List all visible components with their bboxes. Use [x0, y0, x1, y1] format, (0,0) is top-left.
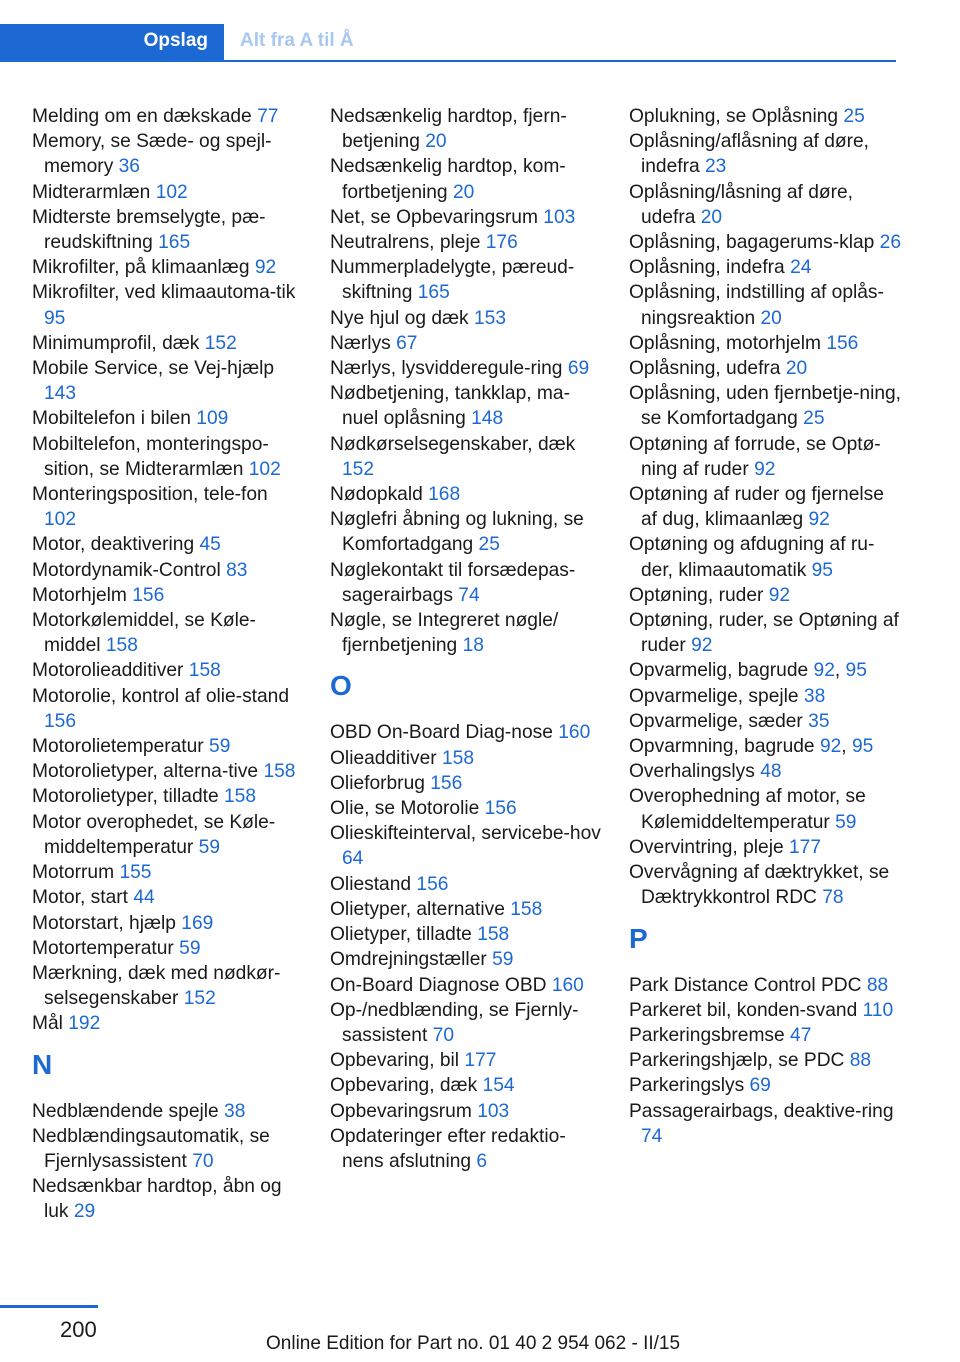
index-entry	[629, 280, 901, 330]
index-letter-heading: N	[32, 1048, 53, 1080]
index-entry-text: Olie, se Motorolie	[330, 798, 480, 820]
index-entry-text: Motorkølemiddel, se Køle-middel	[32, 610, 256, 657]
index-entry-text: Mobiltelefon i bilen	[32, 408, 191, 430]
index-entry-text: Motorhjelm	[32, 584, 127, 606]
index-entry-text: Overvågning af dæktrykket, se Dæktrykkontrol RDC	[629, 862, 890, 909]
index-entry-text: Motorstart, hjælp	[32, 912, 176, 934]
index-entry	[629, 482, 901, 532]
index-entry-text: Melding om en dækskade	[32, 106, 252, 127]
index-entry	[330, 897, 602, 922]
index-entry-text: Mikrofilter, ved klimaautoma-tik	[32, 282, 296, 304]
page-link[interactable]: 25	[843, 106, 865, 127]
index-entry-text: Motordynamik-Control	[32, 559, 221, 581]
page-link[interactable]: 70	[192, 1150, 214, 1172]
index-entry-text: Opvarmelige, sæder	[629, 710, 803, 732]
page-link[interactable]: 143	[44, 383, 77, 405]
index-entry	[32, 482, 304, 532]
index-entry-text: Nedsænkelig hardtop, fjern-betjening	[330, 106, 567, 153]
index-entry	[330, 720, 602, 745]
index-entry-text: Opbevaring, bil	[330, 1050, 460, 1072]
index-entry	[629, 1073, 901, 1098]
index-entry	[629, 1048, 901, 1073]
page-link[interactable]: 158	[223, 786, 256, 808]
index-entry	[330, 381, 602, 431]
index-entry-text: Motor, deaktivering	[32, 534, 195, 556]
page-link[interactable]: 102	[155, 181, 188, 203]
page-link[interactable]: 59	[492, 949, 514, 971]
page-link[interactable]: 6	[476, 1150, 488, 1172]
index-entry	[330, 746, 602, 771]
index-entry-text: Minimumprofil, dæk	[32, 332, 200, 354]
page-link[interactable]: 59	[179, 937, 201, 959]
page-link[interactable]: 158	[188, 660, 221, 682]
index-entry-text: Oplåsning, indefra	[629, 257, 785, 279]
index-entry-text: Motorolietemperatur	[32, 736, 204, 758]
index-entry	[629, 583, 901, 608]
index-entry	[32, 911, 304, 936]
index-entry	[629, 356, 901, 381]
index-entry	[629, 331, 901, 356]
index-entry	[32, 961, 304, 1011]
index-entry	[629, 129, 901, 179]
page-link[interactable]: 92	[754, 458, 776, 480]
page-link[interactable]: 18	[462, 635, 484, 657]
page-link[interactable]: 59	[835, 811, 857, 833]
index-entry	[32, 608, 304, 658]
index-entry	[32, 810, 304, 860]
index-entry-text: Oplukning, se Oplåsning	[629, 106, 839, 127]
index-entry	[629, 381, 901, 431]
index-entry	[330, 1048, 602, 1073]
page-link[interactable]: 25	[478, 534, 500, 556]
page-link[interactable]: 156	[484, 798, 517, 820]
index-entry-text: Midterste bremselygte, pæ-reudskiftning	[32, 206, 266, 254]
index-entry-text: Oplåsning/låsning af døre, udefra	[629, 181, 853, 228]
page-link[interactable]: 36	[118, 156, 140, 178]
index-entry	[330, 205, 602, 230]
page-number: 200	[60, 1317, 97, 1342]
index-entry-text: Nødkørselsegenskaber, dæk	[330, 433, 576, 455]
page-link[interactable]: 103	[543, 206, 576, 228]
index-entry-text: Nedsænkelig hardtop, kom-fortbetjening	[330, 156, 566, 203]
edition-note: Online Edition for Part no. 01 40 2 954 062 - II/15	[266, 1333, 681, 1354]
index-entry	[330, 558, 602, 608]
index-entry-text: Optøning, ruder, se Optøning af ruder	[629, 610, 899, 657]
index-entry	[32, 734, 304, 759]
index-entry	[330, 771, 602, 796]
index-entry-text: Nedblændende spejle	[32, 1100, 219, 1122]
page-link[interactable]: 156	[44, 710, 77, 732]
page-link[interactable]: 92	[691, 635, 713, 657]
tab-opslag[interactable]	[0, 24, 224, 62]
index-entry-text: Nummerpladelygte, pæreud-skiftning	[330, 257, 575, 304]
index-entry-text: Nærlys, lysvidderegule-ring	[330, 358, 563, 380]
index-entry	[629, 860, 901, 910]
page-link[interactable]: 48	[760, 761, 782, 783]
index-entry	[330, 255, 602, 305]
index-entry-text: Motorolieadditiver	[32, 660, 184, 682]
index-entry	[32, 936, 304, 961]
page-link[interactable]: 177	[464, 1050, 497, 1072]
tab-opslag-label: Opslag	[143, 30, 208, 51]
page-link[interactable]: 20	[760, 307, 782, 329]
index-entry	[629, 104, 901, 129]
page-link[interactable]: 20	[452, 181, 475, 203]
index-entry-text: Motor overophedet, se Køle-middeltemperatur	[32, 811, 276, 858]
index-entry	[32, 406, 304, 431]
page-link[interactable]: 45	[199, 534, 221, 556]
page-link[interactable]: 20	[700, 206, 723, 228]
index-entry	[629, 684, 901, 709]
index-entry-text: Parkeret bil, konden-svand	[629, 999, 858, 1021]
page-link[interactable]: 160	[551, 974, 584, 996]
page-link[interactable]: 103	[477, 1100, 510, 1122]
index-entry-text: Nærlys	[330, 332, 391, 354]
index-entry-text: Op-/nedblænding, se Fjernly-sassistent	[330, 999, 579, 1046]
index-entry: Opvarmelig, bagrude 92, 95	[629, 660, 867, 682]
index-entry-text: Optøning, ruder	[629, 584, 764, 606]
index-entry	[32, 280, 304, 330]
page-link[interactable]: 152	[204, 332, 237, 354]
index-entry	[330, 1099, 602, 1124]
page-link[interactable]: 92	[768, 584, 791, 606]
page-link[interactable]: 70	[432, 1024, 455, 1046]
index-entry	[629, 784, 901, 834]
index-entry	[330, 432, 602, 482]
page-link[interactable]: 44	[133, 887, 155, 909]
index-entry	[629, 255, 901, 280]
page-link[interactable]: 152	[342, 458, 375, 480]
index-entry-text: Mobiltelefon, monteringspo-sition, se Midterarmlæn	[32, 433, 269, 480]
index-entry-text: Motor, start	[32, 887, 128, 909]
index-entry	[330, 154, 602, 204]
page-link[interactable]: 158	[442, 747, 475, 769]
index-entry	[330, 356, 602, 381]
index-entry	[629, 1099, 901, 1149]
index-entry	[32, 432, 304, 482]
index-entry-text: Opdateringer efter redaktio-nens afslutning	[330, 1125, 566, 1172]
page-link[interactable]: 77	[257, 106, 279, 127]
index-entry	[330, 482, 602, 507]
page-link[interactable]: 165	[158, 232, 191, 254]
index-entry	[629, 759, 901, 784]
page-link[interactable]: 92	[819, 736, 842, 758]
index-entry-text: Midterarmlæn	[32, 181, 151, 203]
page-link[interactable]: 102	[248, 458, 281, 480]
index-entry-text: Nye hjul og dæk	[330, 307, 469, 329]
index-entry-text: Optøning af ruder og fjernelse af dug, klimaanlæg	[629, 484, 884, 531]
index-entry	[32, 532, 304, 557]
page-link[interactable]: 24	[790, 257, 812, 279]
index-entry	[32, 356, 304, 406]
page-link[interactable]: 23	[705, 156, 727, 178]
index-entry-text: Olieadditiver	[330, 747, 437, 769]
index-entry	[629, 180, 901, 230]
page-link[interactable]: 158	[263, 761, 296, 783]
page-link[interactable]: 168	[428, 484, 461, 506]
page-link[interactable]: 192	[68, 1013, 101, 1035]
page-link[interactable]: 92	[813, 660, 835, 682]
page-link[interactable]: 95	[44, 307, 66, 329]
index-entry-text: Neutralrens, pleje	[330, 232, 481, 254]
page-link[interactable]: 92	[808, 509, 830, 531]
page-link[interactable]: 165	[417, 282, 450, 304]
index-entry	[330, 1124, 602, 1174]
index-entry	[330, 331, 602, 356]
index-entry: Opvarmning, bagrude 92, 95	[629, 736, 874, 758]
index-entry-text: Oplåsning, indstilling af oplås-ningsreaktion	[629, 282, 884, 329]
page-link[interactable]: 95	[845, 660, 867, 682]
index-entry	[629, 230, 901, 255]
page-link[interactable]: 109	[196, 408, 229, 430]
index-entry-text: Oplåsning/aflåsning af døre, indefra	[629, 131, 869, 178]
index-entry-text: Net, se Opbevaringsrum	[330, 206, 538, 228]
index-entry	[629, 608, 901, 658]
index-entry-text: Passagerairbags, deaktive-ring	[629, 1100, 894, 1122]
header-bar	[0, 24, 896, 62]
index-entry	[629, 709, 901, 734]
index-entry	[32, 784, 304, 809]
footer-divider	[0, 1305, 98, 1308]
index-entry	[32, 1099, 304, 1124]
index-entry-text: Nødopkald	[330, 484, 423, 506]
page-link[interactable]: 88	[849, 1050, 872, 1072]
index-entry-text: Motorolietyper, tilladte	[32, 786, 219, 808]
page-link[interactable]: 95	[851, 736, 874, 758]
page-link[interactable]: 20	[785, 358, 808, 380]
page-link[interactable]: 158	[477, 924, 510, 946]
index-entry-text: Nedblændingsautomatik, se Fjernlysassistent	[32, 1125, 270, 1172]
page-link[interactable]: 102	[44, 509, 77, 531]
page-link[interactable]: 158	[510, 898, 543, 920]
page-link[interactable]: 156	[430, 772, 463, 794]
page-link[interactable]: 29	[73, 1201, 96, 1223]
index-entry	[32, 658, 304, 683]
index-entry-text: Olietyper, tilladte	[330, 924, 472, 946]
page-link[interactable]: 152	[183, 988, 216, 1010]
index-letter-heading: O	[330, 670, 352, 702]
index-entry	[330, 796, 602, 821]
index-entry	[32, 583, 304, 608]
page-link[interactable]: 156	[132, 584, 165, 606]
page-link[interactable]: 95	[811, 559, 833, 581]
index-entry	[32, 331, 304, 356]
index-entry-text: Mærkning, dæk med nødkør-selsegenskaber	[32, 962, 281, 1010]
index-entry-text: Oplåsning, motorhjelm	[629, 332, 821, 354]
index-entry-text: Parkeringsbremse	[629, 1024, 785, 1046]
header-divider	[224, 60, 896, 62]
tab-alt-fra-a-til-aa[interactable]: Alt fra A til Å	[240, 30, 354, 51]
page-link[interactable]: 35	[808, 710, 830, 732]
index-entry-text: OBD On-Board Diag-nose	[330, 722, 553, 744]
index-entry-text: Motorolietyper, alterna-tive	[32, 761, 259, 783]
page-link[interactable]: 67	[396, 332, 418, 354]
page-link[interactable]: 110	[862, 999, 894, 1021]
index-entry	[32, 1124, 304, 1174]
page-link[interactable]: 20	[425, 131, 447, 153]
index-entry-text: Park Distance Control PDC	[629, 974, 862, 996]
page-link[interactable]: 92	[254, 257, 277, 279]
page-link[interactable]: 156	[826, 332, 859, 354]
page-link[interactable]: 176	[485, 232, 518, 254]
index-entry	[32, 104, 304, 129]
index-entry	[32, 684, 304, 734]
index-entry	[629, 1023, 901, 1048]
page-link[interactable]: 153	[474, 307, 507, 329]
page-link[interactable]: 64	[342, 848, 364, 870]
page-link[interactable]: 47	[790, 1024, 812, 1046]
page-link[interactable]: 156	[416, 873, 449, 895]
index-entry	[330, 1073, 602, 1098]
index-entry	[32, 759, 304, 784]
index-entry-text: Mikrofilter, på klimaanlæg	[32, 257, 250, 279]
index-entry-text: Olietyper, alternative	[330, 898, 505, 920]
index-entry	[330, 922, 602, 947]
index-entry	[629, 432, 901, 482]
index-entry	[32, 1174, 304, 1224]
index-entry-text: Omdrejningstæller	[330, 949, 487, 971]
index-column-3	[629, 104, 901, 1149]
index-entry-text: Parkeringshjælp, se PDC	[629, 1050, 845, 1072]
index-entry-text: Oplåsning, uden fjernbetje-ning, se Komfortadgang	[629, 383, 902, 430]
index-entry	[330, 608, 602, 658]
index-entry	[32, 885, 304, 910]
index-entry-text: Opvarmelig, bagrude	[629, 660, 809, 682]
page-link[interactable]: 148	[471, 408, 504, 430]
index-entry-text: Optøning af forrude, se Optø-ning af ruder	[629, 433, 881, 480]
page-link[interactable]: 74	[458, 584, 480, 606]
index-entry	[629, 835, 901, 860]
index-entry	[330, 306, 602, 331]
index-entry	[330, 104, 602, 154]
index-entry-text: Motorolie, kontrol af olie-stand	[32, 685, 290, 707]
index-entry	[32, 1011, 304, 1036]
index-entry-text: Nødbetjening, tankklap, ma-nuel oplåsning	[330, 383, 570, 430]
index-entry	[32, 180, 304, 205]
index-entry-text: Mål	[32, 1013, 63, 1035]
index-entry-text: Nedsænkbar hardtop, åbn og luk	[32, 1176, 282, 1223]
index-entry-text: Opbevaring, dæk	[330, 1075, 478, 1097]
index-entry	[32, 129, 304, 179]
index-entry-text: Mobile Service, se Vej-hjælp	[32, 358, 275, 380]
index-entry-text: Overvintring, pleje	[629, 836, 784, 858]
page-link[interactable]: 59	[198, 836, 220, 858]
index-entry	[629, 532, 901, 582]
index-entry-text: Opbevaringsrum	[330, 1100, 472, 1122]
index-entry-text: Motortemperatur	[32, 937, 174, 959]
page-link[interactable]: 69	[567, 358, 590, 380]
page-link[interactable]: 59	[209, 736, 231, 758]
index-entry	[32, 255, 304, 280]
index-entry	[629, 998, 901, 1023]
index-entry	[330, 947, 602, 972]
index-entry-text: Motorrum	[32, 862, 115, 884]
index-entry	[330, 230, 602, 255]
page-link[interactable]: 88	[866, 974, 889, 996]
page-link[interactable]: 160	[558, 722, 591, 744]
index-entry-text: Parkeringslys	[629, 1075, 745, 1097]
index-column-1	[32, 104, 304, 1225]
index-entry-text: Opvarmelige, spejle	[629, 685, 799, 707]
index-entry-text: Monteringsposition, tele-fon	[32, 484, 268, 506]
index-entry-text: Nøglefri åbning og lukning, se Komfortadgang	[330, 509, 584, 556]
index-entry-text: Nøglekontakt til forsædepas-sagerairbags	[330, 559, 576, 606]
page-link[interactable]: 38	[224, 1100, 246, 1122]
index-entry-text: Overhalingslys	[629, 761, 755, 783]
index-entry	[32, 860, 304, 885]
index-entry-text: Opvarmning, bagrude	[629, 736, 815, 758]
page-link[interactable]: 154	[482, 1075, 515, 1097]
page-link[interactable]: 155	[119, 862, 152, 884]
page-link[interactable]: 83	[226, 559, 248, 581]
index-entry	[330, 507, 602, 557]
page-link[interactable]: 26	[879, 232, 902, 254]
page-link[interactable]: 158	[105, 635, 138, 657]
index-entry-text: Nøgle, se Integreret nøgle/ fjernbetjening	[330, 610, 559, 657]
index-entry	[330, 872, 602, 897]
index-letter-heading: P	[629, 922, 648, 954]
page-link[interactable]: 177	[788, 836, 821, 858]
index-entry-text: Olieforbrug	[330, 772, 425, 794]
index-column-2	[330, 104, 602, 1174]
index-entry-text: Overophedning af motor, se Kølemiddeltemperatur	[629, 786, 866, 833]
index-entry	[330, 821, 602, 871]
index-entry-text: On-Board Diagnose OBD	[330, 974, 547, 996]
page-link[interactable]: 78	[822, 887, 844, 909]
index-entry	[330, 973, 602, 998]
index-entry-text: Oliestand	[330, 873, 412, 895]
index-entry-text: Optøning og afdugning af ru-der, klimaautomatik	[629, 534, 875, 581]
page-link[interactable]: 25	[803, 408, 825, 430]
index-entry-text: Olieskifteinterval, servicebe-hov	[330, 823, 601, 845]
index-entry-text: Memory, se Sæde- og spejl-memory	[32, 131, 272, 178]
index-entry	[32, 205, 304, 255]
page-link[interactable]: 38	[803, 685, 826, 707]
page-link[interactable]: 74	[641, 1125, 663, 1147]
index-entry-text: Oplåsning, bagagerums-klap	[629, 232, 875, 254]
index-entry	[330, 998, 602, 1048]
index-entry	[32, 558, 304, 583]
index-entry-text: Oplåsning, udefra	[629, 358, 781, 380]
page-link[interactable]: 169	[181, 912, 214, 934]
index-entry	[629, 973, 901, 998]
page-link[interactable]: 69	[749, 1075, 771, 1097]
